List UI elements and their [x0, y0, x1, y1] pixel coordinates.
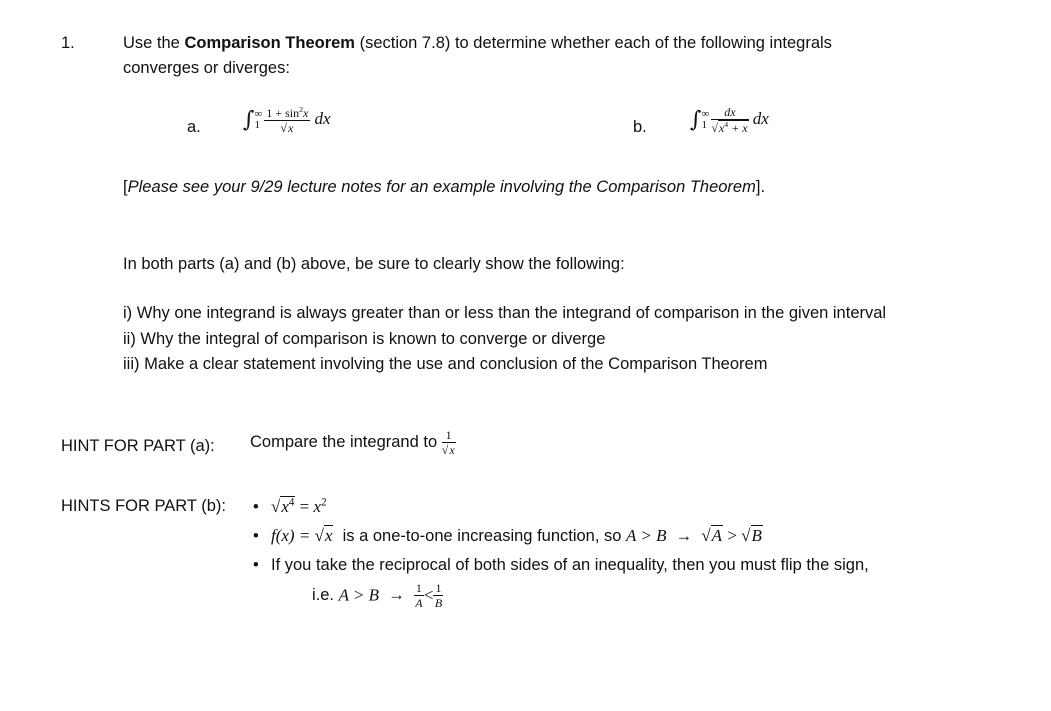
problem-intro-line1 — [123, 34, 832, 53]
hint-a-label: HINT FOR PART (a): — [61, 437, 215, 455]
problem-intro-line2: converges or diverges: — [123, 59, 290, 77]
instruction-item-2: ii) Why the integral of comparison is known to converge or diverge — [123, 330, 606, 348]
hint-b-item-3-example: i.e. A > B → $\frac{1}{A}$ < $\frac{1}{B}$ — [312, 581, 443, 610]
intro-pre: Use the — [123, 34, 185, 52]
integrand-fraction: $\frac{dx}{√x^4 + x}$ — [711, 105, 748, 135]
lower-limit: 1 — [701, 119, 707, 131]
hint-b-item-2: • f(x) = √x is a one-to-one increasing function, so A > B → √A > √B — [253, 526, 762, 545]
part-a-integral — [243, 106, 331, 134]
integrand-fraction: $\frac{1 + \sin^2x}{√x}$ — [266, 105, 309, 135]
lecture-note-text: Please see your 9/29 lecture notes for an example involving the Comparison Theorem — [127, 178, 756, 196]
hints-b-label: HINTS FOR PART (b): — [61, 497, 227, 515]
lecture-note: [Please see your 9/29 lecture notes for an example involving the Comparison Theorem]. — [123, 178, 766, 196]
upper-limit: ∞ — [701, 108, 710, 120]
integral-sign-icon: ∫ — [243, 107, 255, 133]
part-b-label: b. — [633, 118, 647, 136]
hint-b-item-3: • If you take the reciprocal of both sides of an inequality, then you must flip the sign, — [253, 556, 869, 574]
lower-limit: 1 — [254, 119, 260, 131]
upper-limit: ∞ — [254, 108, 263, 120]
part-a-label: a. — [187, 118, 201, 136]
intro-post: (section 7.8) to determine whether each of the following integrals — [354, 34, 832, 52]
integral-sign-icon: ∫ — [690, 107, 702, 133]
hint-a-text: Compare the integrand to $\frac{1}{√x}$ — [250, 428, 455, 457]
instructions-heading: In both parts (a) and (b) above, be sure to clearly show the following: — [123, 255, 625, 273]
hint-b-item-1: • $√x^4 = x^2$ — [253, 496, 327, 516]
differential: dx — [752, 108, 769, 128]
instruction-item-3: iii) Make a clear statement involving the use and conclusion of the Comparison Theorem — [123, 355, 768, 373]
hint-a-fraction: $\frac{1}{√x}$ — [441, 428, 455, 457]
intro-bold-term: Comparison Theorem — [184, 34, 355, 52]
problem-number: 1. — [61, 34, 75, 52]
instruction-item-1: i) Why one integrand is always greater than or less than the integrand of comparison in the given interval — [123, 304, 887, 322]
part-b-integral — [690, 106, 769, 134]
differential: dx — [314, 108, 331, 128]
